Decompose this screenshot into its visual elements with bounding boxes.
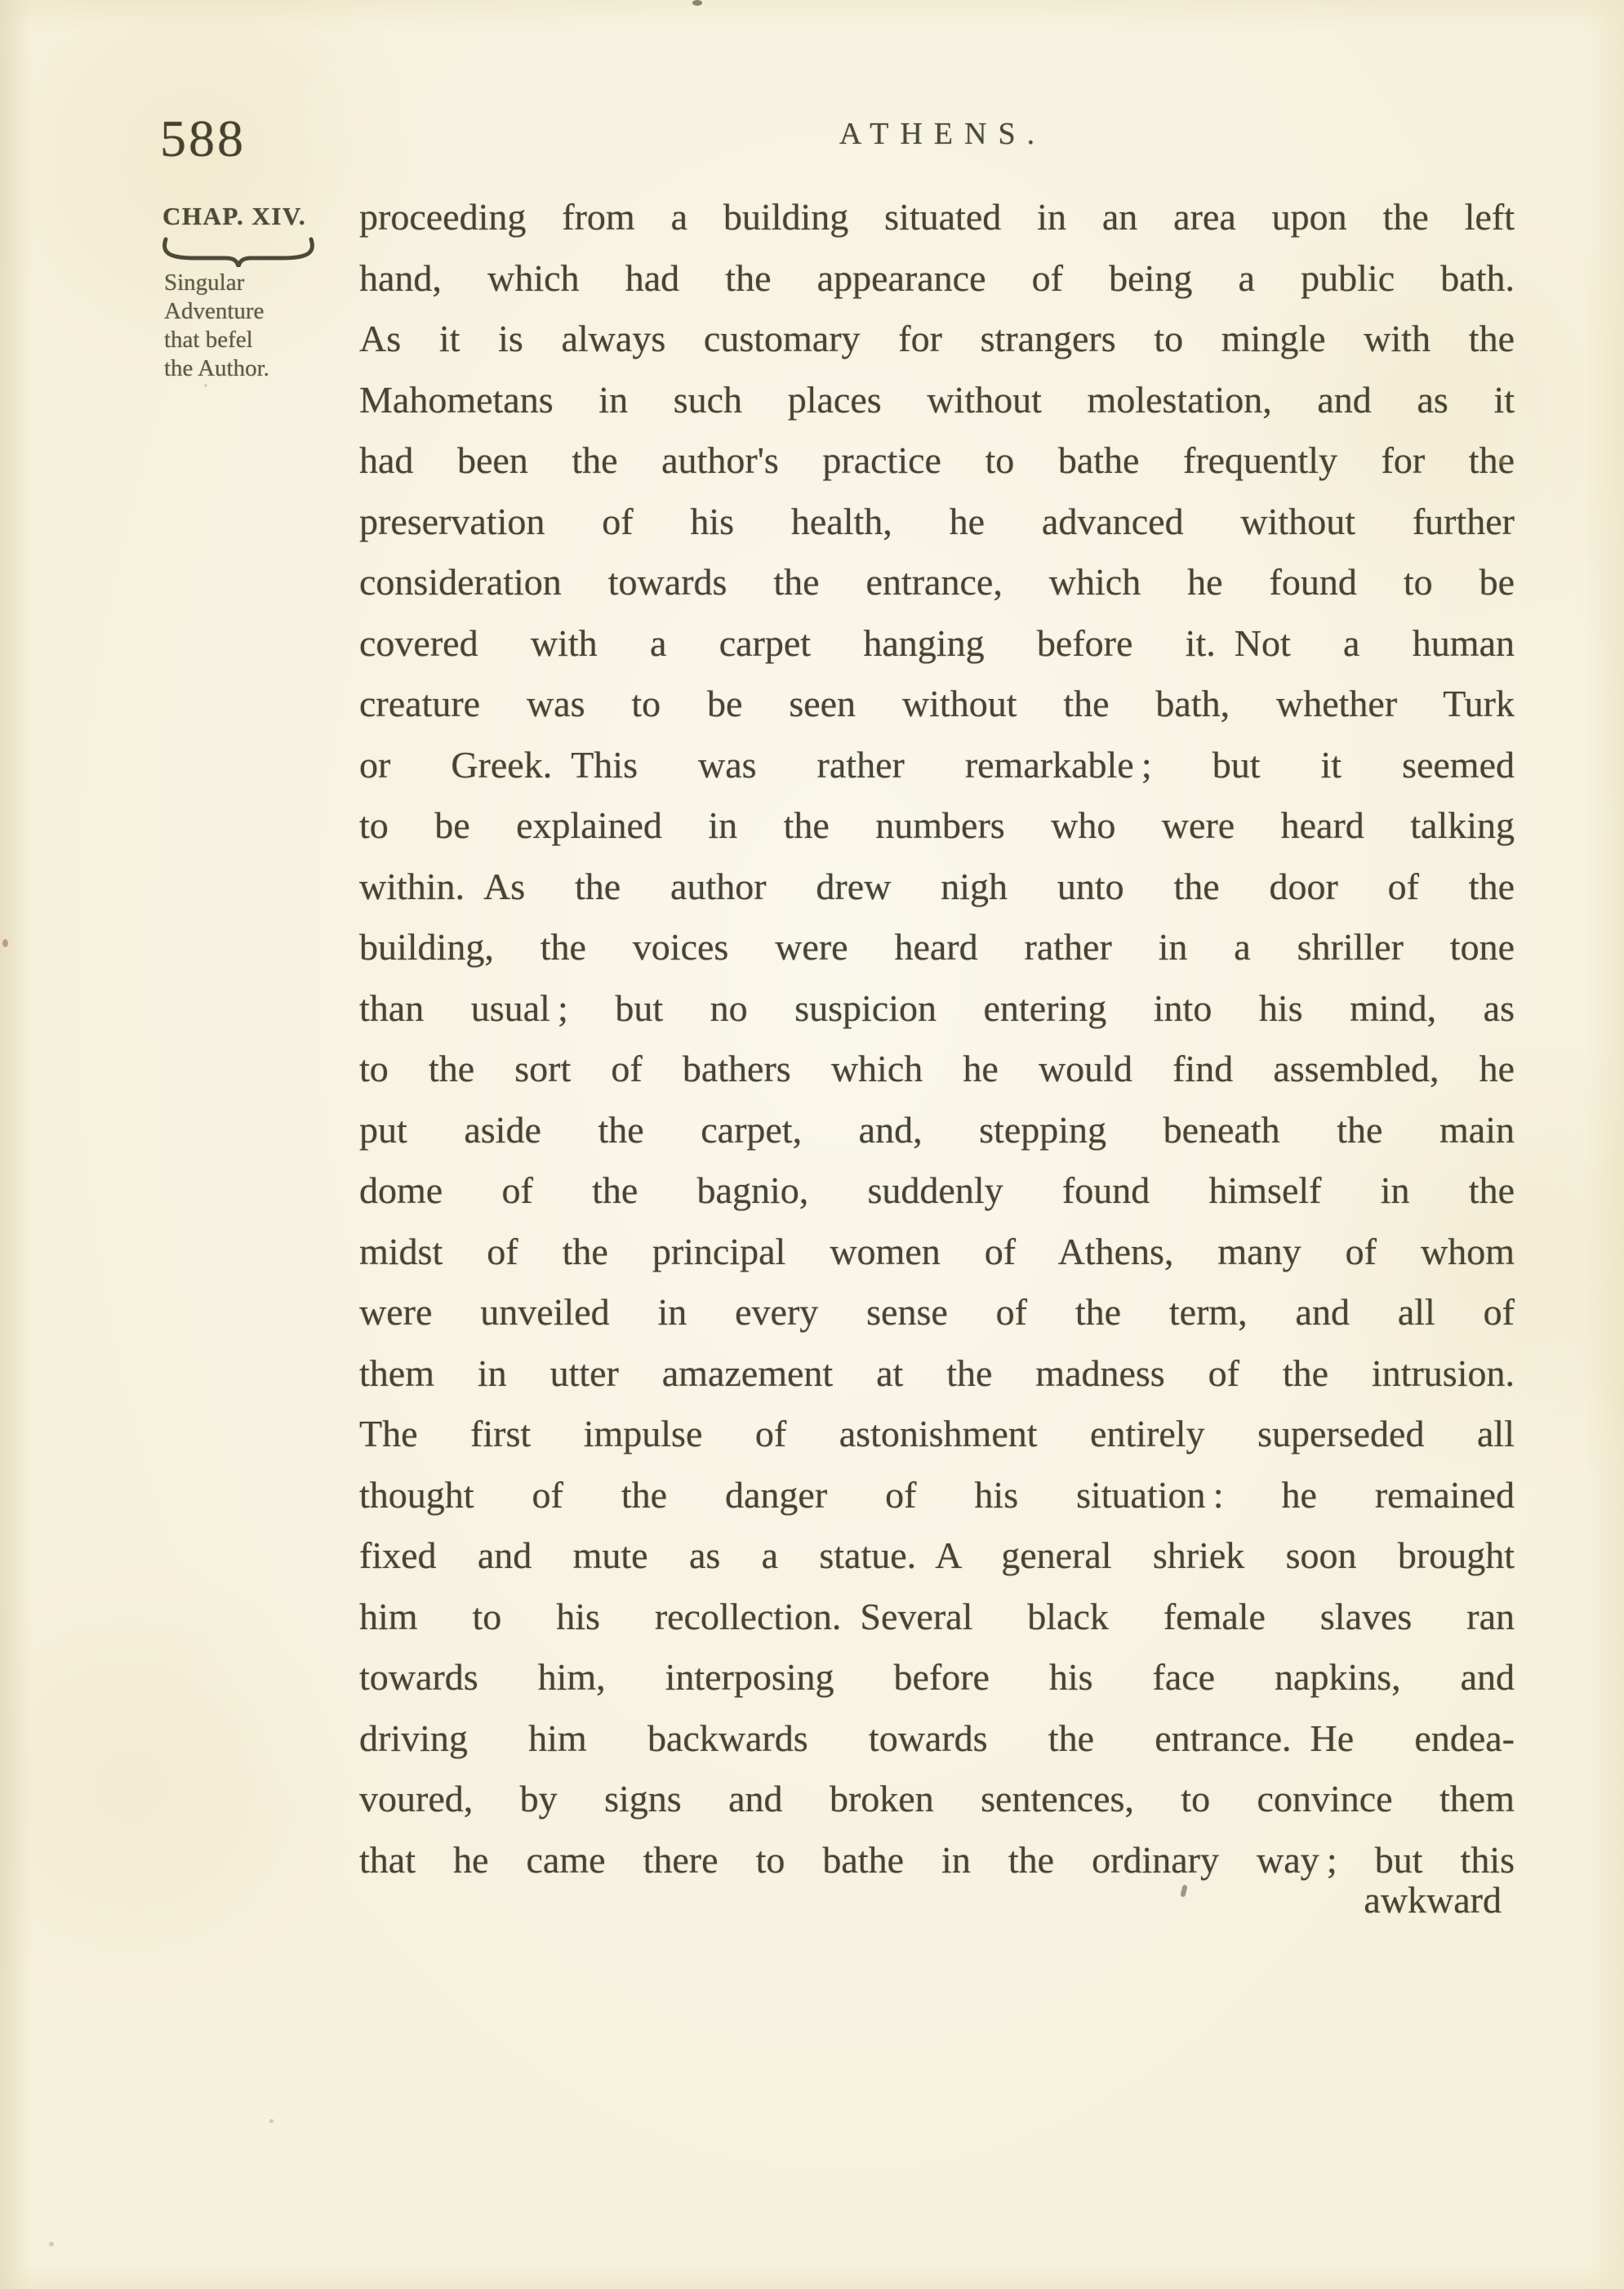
side-note-line: Singular: [164, 269, 245, 296]
body-text-line: put aside the carpet, and, stepping beneath the main: [359, 1108, 1515, 1151]
body-text-line: were unveiled in every sense of the term, and all of: [359, 1291, 1515, 1333]
body-text-line: covered with a carpet hanging before it. Not a human: [359, 621, 1515, 664]
body-text-line: Mahometans in such places without molestation, and as it: [359, 378, 1515, 421]
page-number: 588: [160, 109, 246, 167]
catchword: awkward: [1364, 1879, 1502, 1921]
body-text-line: than usual ; but no suspicion entering into his mind, as: [359, 986, 1515, 1029]
body-text-line: had been the author's practice to bathe frequently for the: [359, 439, 1515, 481]
body-text-line: hand, which had the appearance of being a public bath.: [359, 256, 1515, 299]
body-text-line: voured, by signs and broken sentences, to convince them: [359, 1778, 1515, 1819]
paper-speck: [1498, 457, 1505, 464]
body-text: [359, 187, 1515, 1890]
body-text-line: to be explained in the numbers who were heard talking: [359, 804, 1515, 846]
side-note: [164, 269, 356, 383]
body-text-line: or Greek. This was rather remarkable ; but it seemed: [359, 743, 1515, 786]
body-text-line: thought of the danger of his situation : he remained: [359, 1473, 1515, 1516]
paper-speck: [49, 2242, 54, 2247]
brace-ornament: [160, 236, 317, 267]
body-text-line: that he came there to bathe in the ordinary way ; but this: [359, 1838, 1515, 1881]
side-note-line: Adventure: [164, 298, 265, 324]
body-text-line: fixed and mute as a statue. A general shriek soon brought: [359, 1534, 1515, 1576]
body-text-line: driving him backwards towards the entrance. He endea-: [359, 1717, 1515, 1759]
body-text-line: consideration towards the entrance, which he found to be: [359, 561, 1515, 603]
body-text-line: preservation of his health, he advanced without further: [359, 500, 1515, 542]
body-text-line: them in utter amazement at the madness of the intrusion.: [359, 1352, 1515, 1394]
catchword-row: [359, 1876, 1515, 1925]
body-text-line: midst of the principal women of Athens, many of whom: [359, 1230, 1515, 1272]
body-text-line: to the sort of bathers which he would find assembled, he: [359, 1048, 1515, 1089]
body-text-line: within. As the author drew nigh unto the door of the: [359, 865, 1515, 907]
body-text-line: towards him, interposing before his face napkins, and: [359, 1656, 1515, 1698]
body-text-line: dome of the bagnio, suddenly found himself in the: [359, 1169, 1515, 1211]
body-text-line: building, the voices were heard rather in a shriller tone: [359, 926, 1515, 968]
side-note-line: the Author.: [164, 355, 269, 381]
paper-speck: [269, 2119, 274, 2123]
side-note-line: that befel: [164, 327, 253, 353]
body-text-line: creature was to be seen without the bath, whether Turk: [359, 683, 1515, 724]
paper-speck: [2, 939, 8, 947]
body-text-line: As it is always customary for strangers to mingle with the: [359, 318, 1515, 359]
body-text-line: him to his recollection. Several black female slaves ran: [359, 1595, 1515, 1637]
body-text-line: proceeding from a building situated in an area upon the left: [359, 196, 1515, 238]
chapter-label: CHAP. XIV.: [162, 202, 307, 230]
body-text-line: The first impulse of astonishment entirely superseded all: [359, 1413, 1515, 1454]
paper-speck: [204, 384, 207, 387]
paper-speck: [692, 0, 702, 6]
running-head: ATHENS.: [839, 117, 1047, 151]
